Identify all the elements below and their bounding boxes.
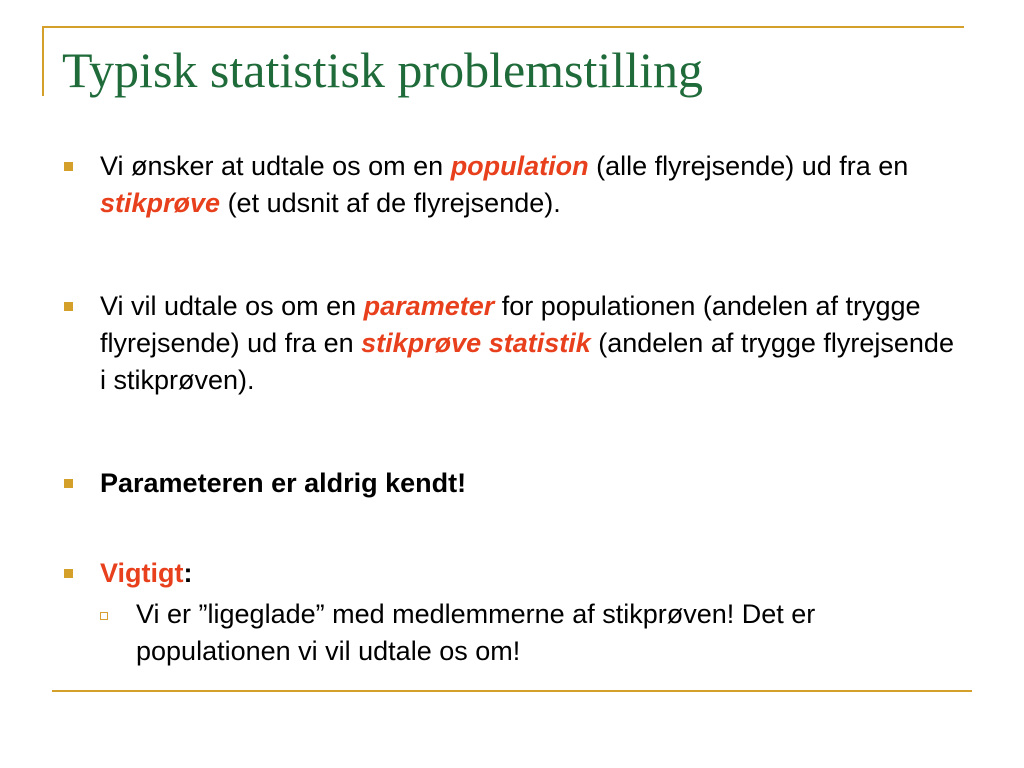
term-stikproeve-statistik: stikprøve statistik [361, 328, 591, 358]
bullet-parameter: Vi vil udtale os om en parameter for populationen (andelen af trygge flyrejsende) ud fra en stikprøve statistik (andelen af trygge flyrejsende i stikprøven). [62, 288, 962, 399]
slide-content [62, 148, 962, 670]
hollow-square-bullet-icon [100, 612, 108, 620]
square-bullet-icon [64, 569, 73, 578]
frame-left-line [42, 26, 44, 96]
square-bullet-icon [64, 479, 73, 488]
term-parameter: parameter [363, 291, 495, 321]
sub-bullet-population-focus: Vi er ”ligeglade” med medlemmerne af stikprøven! Det er populationen vi vil udtale os om! [98, 596, 962, 670]
frame-bottom-line [52, 690, 972, 692]
label-vigtigt: Vigtigt [100, 558, 184, 588]
term-population: population [450, 151, 589, 181]
bullet-population: Vi ønsker at udtale os om en population (alle flyrejsende) ud fra en stikprøve (et udsnit af de flyrejsende). [62, 148, 962, 222]
frame-top-line [42, 26, 964, 28]
bullet-vigtigt: Vigtigt: [62, 555, 962, 592]
square-bullet-icon [64, 162, 73, 171]
term-stikproeve: stikprøve [100, 188, 221, 218]
slide-title: Typisk statistisk problemstilling [62, 42, 703, 98]
square-bullet-icon [64, 302, 73, 311]
bullet-parameter-unknown: Parameteren er aldrig kendt! [62, 465, 962, 502]
